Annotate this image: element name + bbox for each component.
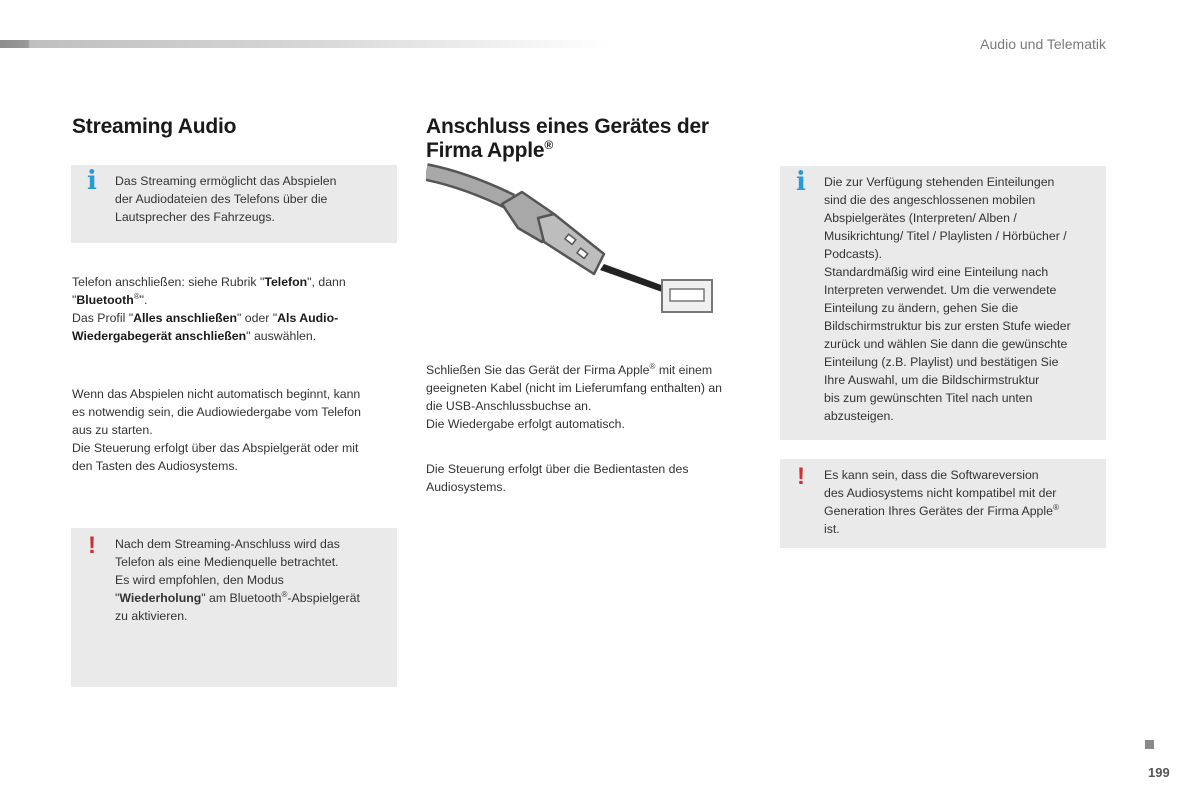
info-icon: i bbox=[87, 166, 97, 196]
info-icon: i bbox=[796, 167, 806, 197]
apple-connection-title bbox=[426, 115, 709, 163]
warning-icon: ! bbox=[797, 463, 805, 490]
streaming-info-text: Das Streaming ermöglicht das Abspielen der Audiodateien des Telefons über die Lautsprecher des Fahrzeugs. bbox=[115, 174, 337, 224]
streaming-info-box bbox=[71, 165, 397, 243]
streaming-warning-text: Nach dem Streaming-Anschluss wird das Telefon als eine Medienquelle betrachtet. Es wird empfohlen, den Modus "Wiederholung" am Bluetooth®-Abspielgerät zu aktivieren. bbox=[115, 537, 360, 623]
compatibility-warning-box bbox=[780, 459, 1106, 548]
playback-paragraph: Wenn das Abspielen nicht automatisch beginnt, kann es notwendig sein, die Audiowiedergabe vom Telefon aus zu starten. Die Steuerung erfolgt über das Abspielgerät oder mit den Tasten des Audiosystems. bbox=[72, 387, 361, 473]
apple-connect-paragraph: Schließen Sie das Gerät der Firma Apple® mit einem geeigneten Kabel (nicht im Lieferumfang enthalten) an die USB-Anschlussbuchse an. Die Wiedergabe erfolgt automatisch. bbox=[426, 361, 723, 431]
streaming-warning-box bbox=[71, 528, 397, 687]
registered-mark: ® bbox=[544, 138, 554, 152]
usb-plug bbox=[502, 192, 604, 274]
apple-control-paragraph: Die Steuerung erfolgt über die Bedientasten des Audiosystems. bbox=[426, 462, 689, 494]
apple-title-line2: Firma Apple bbox=[426, 139, 545, 162]
apple-title-line1: Anschluss eines Gerätes der bbox=[426, 115, 709, 138]
warning-icon: ! bbox=[88, 532, 96, 559]
categories-info-text: Die zur Verfügung stehenden Einteilungen sind die des angeschlossenen mobilen Abspielgerätes (Interpreten/ Alben / Musikrichtung/ Titel / Playlisten / Hörbücher / Podcasts). Standardmäßig wird eine Einteilung nach Interpreten verwendet. Um die verwendete Einteilung zu ändern, gehen Sie die Bildschirmstruktur bis zur ersten Stufe wieder zurück und wählen Sie dann die gewünschte Einteilung (z.B. Playlist) und bestätigen Sie Ihre Auswahl, um die Bildschirmstruktur bis zum gewünschten Titel nach unten abzusteigen. bbox=[824, 175, 1071, 423]
usb-socket bbox=[662, 280, 712, 312]
categories-info-box bbox=[780, 166, 1106, 440]
insertion-arrow bbox=[600, 264, 664, 292]
section-title: Audio und Telematik bbox=[980, 36, 1106, 52]
phone-connect-paragraph: Telefon anschließen: siehe Rubrik "Telefon", dann "Bluetooth®". Das Profil "Alles anschließen" oder "Als Audio- Wiedergabegerät anschließen" auswählen. bbox=[72, 275, 346, 343]
page-marker bbox=[1145, 740, 1154, 749]
usb-connection-illustration bbox=[426, 162, 718, 320]
compatibility-warning-text: Es kann sein, dass die Softwareversion des Audiosystems nicht kompatibel mit der Generation Ihres Gerätes der Firma Apple® ist. bbox=[824, 468, 1059, 536]
header-decor-bar bbox=[0, 40, 610, 48]
streaming-audio-title: Streaming Audio bbox=[72, 115, 237, 138]
usb-cable bbox=[426, 172, 511, 202]
page-number: 199 bbox=[1148, 765, 1170, 780]
